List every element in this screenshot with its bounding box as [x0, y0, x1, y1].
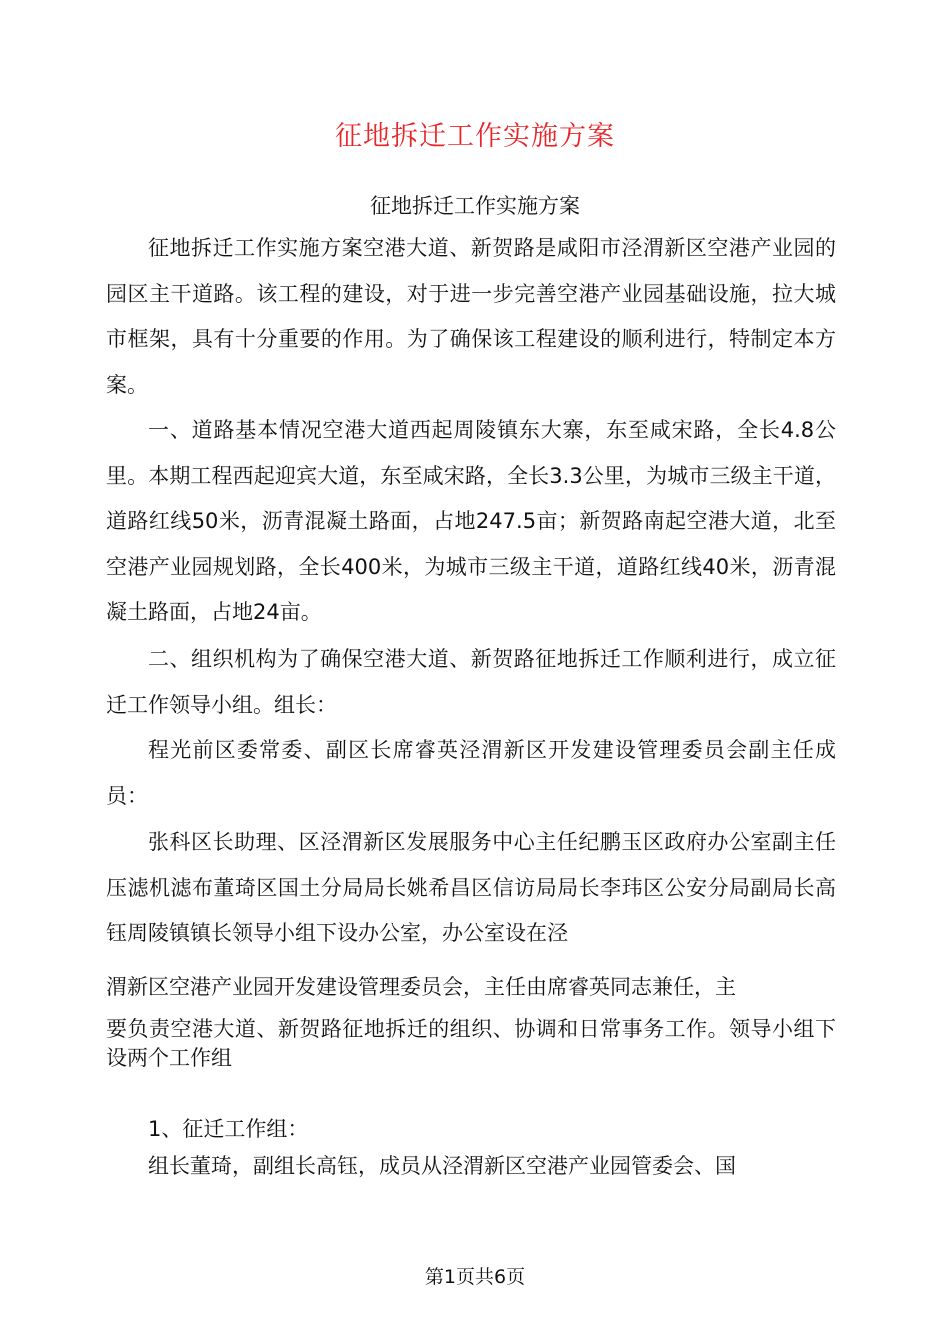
paragraph-organization: 二、组织机构为了确保空港大道、新贺路征地拆迁工作顺利进行，成立征迁工作领导小组。组长：: [106, 647, 836, 717]
document-subtitle: 征地拆迁工作实施方案: [370, 194, 580, 218]
paragraph-work-group-members: 组长董琦，副组长高钰，成员从泾渭新区空港产业园管委会、国: [148, 1154, 736, 1178]
paragraph-office-line-2: 要负责空港大道、新贺路征地拆迁的组织、协调和日常事务工作。领导小组下设两个工作组: [106, 1017, 836, 1070]
paragraph-leaders: 程光前区委常委、副区长席睿英泾渭新区开发建设管理委员会副主任成员：: [106, 738, 836, 808]
paragraph-members: 张科区长助理、区泾渭新区发展服务中心主任纪鹏玉区政府办公室副主任压滤机滤布董琦区国土分局局长姚希昌区信访局局长李玮区公安分局副局长高钰周陵镇镇长领导小组下设办公室，办公室设在泾: [106, 830, 836, 945]
paragraph-office-line-1: 渭新区空港产业园开发建设管理委员会，主任由席睿英同志兼任，主: [106, 975, 736, 999]
page-number: 第1页共6页: [424, 1266, 526, 1288]
paragraph-intro: 征地拆迁工作实施方案空港大道、新贺路是咸阳市泾渭新区空港产业园的园区主干道路。该工程的建设，对于进一步完善空港产业园基础设施，拉大城市框架，具有十分重要的作用。为了确保该工程建设的顺利进行，特制定本方案。: [106, 236, 836, 397]
paragraph-road-info: 一、道路基本情况空港大道西起周陵镇东大寨，东至咸宋路，全长4.8公里。本期工程西起迎宾大道，东至咸宋路，全长3.3公里，为城市三级主干道，道路红线50米，沥青混凝土路面，占地247.5亩；新贺路南起空港大道，北至空港产业园规划路，全长400米，为城市三级主干道，道路红线40米，沥青混凝土路面，占地24亩。: [106, 418, 836, 624]
paragraph-work-group-heading: 1、征迁工作组：: [148, 1117, 309, 1141]
document-title: 征地拆迁工作实施方案: [335, 121, 615, 152]
